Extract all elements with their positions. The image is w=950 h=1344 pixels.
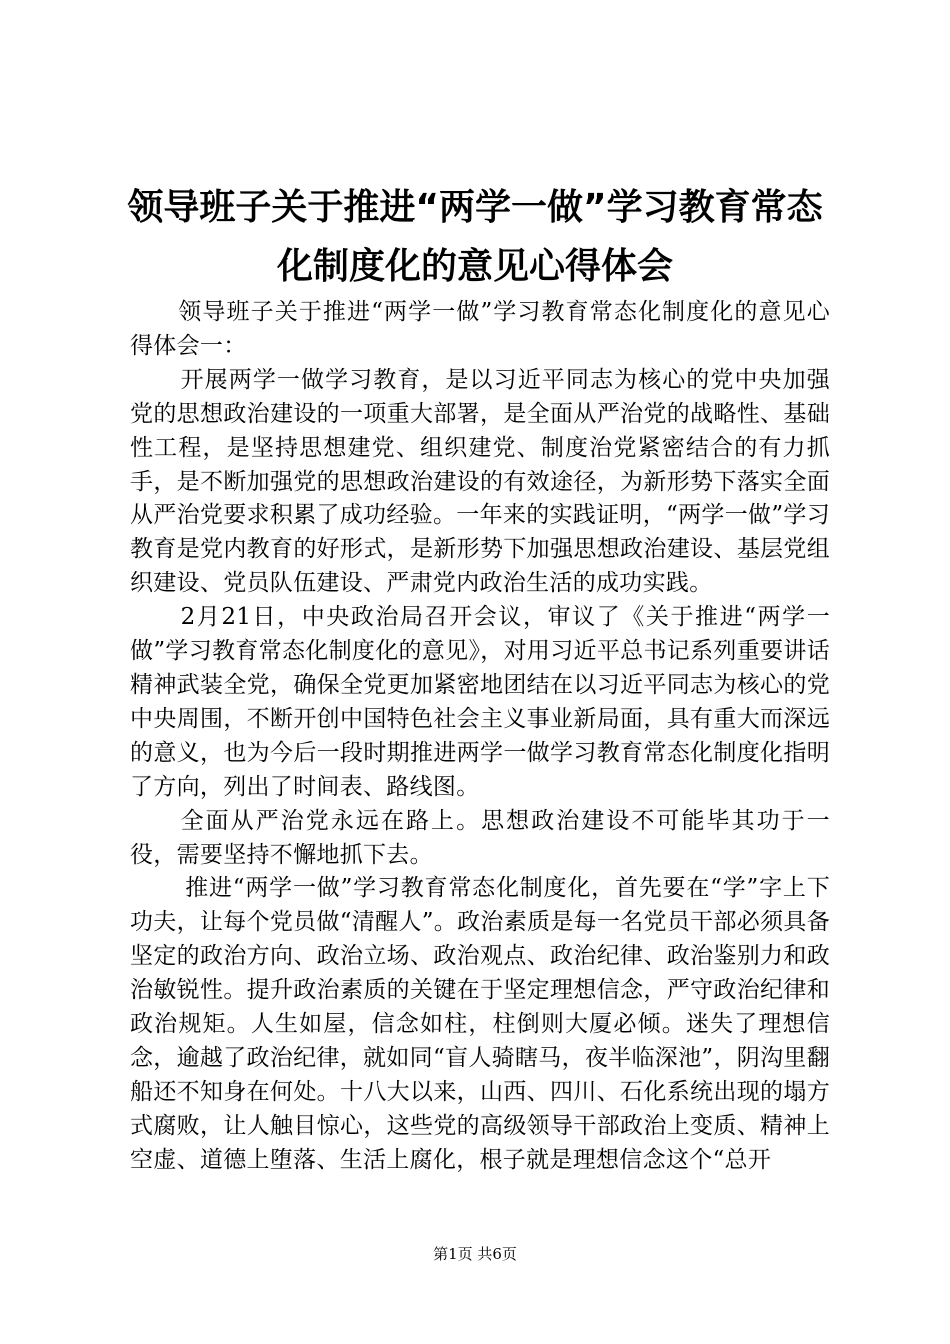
paragraph-two-study-one-do: 开展两学一做学习教育，是以习近平同志为核心的党中央加强党的思想政治建设的一项重大部署，是全面从严治党的战略性、基础性工程，是坚持思想建党、组织建党、制度治党紧密结合的有力抓手，是不断加强党的思想政治建设的有效途径，为新形势下落实全面从严治党要求积累了成功经验。一年来的实践证明，“两学一做”学习教育是党内教育的好形式，是新形势下加强思想政治建设、基层党组织建设、党员队伍建设、严肃党内政治生活的成功实践。 — [130, 366, 830, 597]
paragraph-strict-governance: 全面从严治党永远在路上。思想政治建设不可能毕其功于一役，需要坚持不懈地抓下去。 — [130, 807, 830, 868]
paragraph-study-focus: 推进“两学一做”学习教育常态化制度化，首先要在“学”字上下功夫，让每个党员做“清醒人”。政治素质是每一名党员干部必须具备坚定的政治方向、政治立场、政治观点、政治纪律、政治鉴别力和政治敏锐性。提升政治素质的关键在于坚定理想信念，严守政治纪律和政治规矩。人生如屋，信念如柱，柱倒则大厦必倾。迷失了理想信念，逾越了政治纪律，就如同“盲人骑瞎马，夜半临深池”，阴沟里翻船还不知身在何处。十八大以来，山西、四川、石化系统出现的塌方式腐败，让人触目惊心，这些党的高级领导干部政治上变质、精神上空虚、道德上堕落、生活上腐化，根子就是理想信念这个“总开 — [130, 875, 830, 1173]
document-title-line-1: 领导班子关于推进“两学一做”学习教育常态 — [127, 187, 823, 228]
paragraph-intro: 领导班子关于推进“两学一做”学习教育常态化制度化的意见心得体会一： — [130, 299, 830, 359]
page-number-footer: 第1页 共6页 — [433, 1245, 517, 1263]
document-title-line-2: 化制度化的意见心得体会 — [276, 246, 673, 287]
paragraph-politburo-meeting: 2月21日，中央政治局召开会议，审议了《关于推进“两学一做”学习教育常态化制度化的意见》，对用习近平总书记系列重要讲话精神武装全党，确保全党更加紧密地团结在以习近平同志为核心的党中央周围，不断开创中国特色社会主义事业新局面，具有重大而深远的意义，也为今后一段时期推进两学一做学习教育常态化制度化指明了方向，列出了时间表、路线图。 — [130, 604, 830, 800]
document-body — [130, 296, 830, 1178]
